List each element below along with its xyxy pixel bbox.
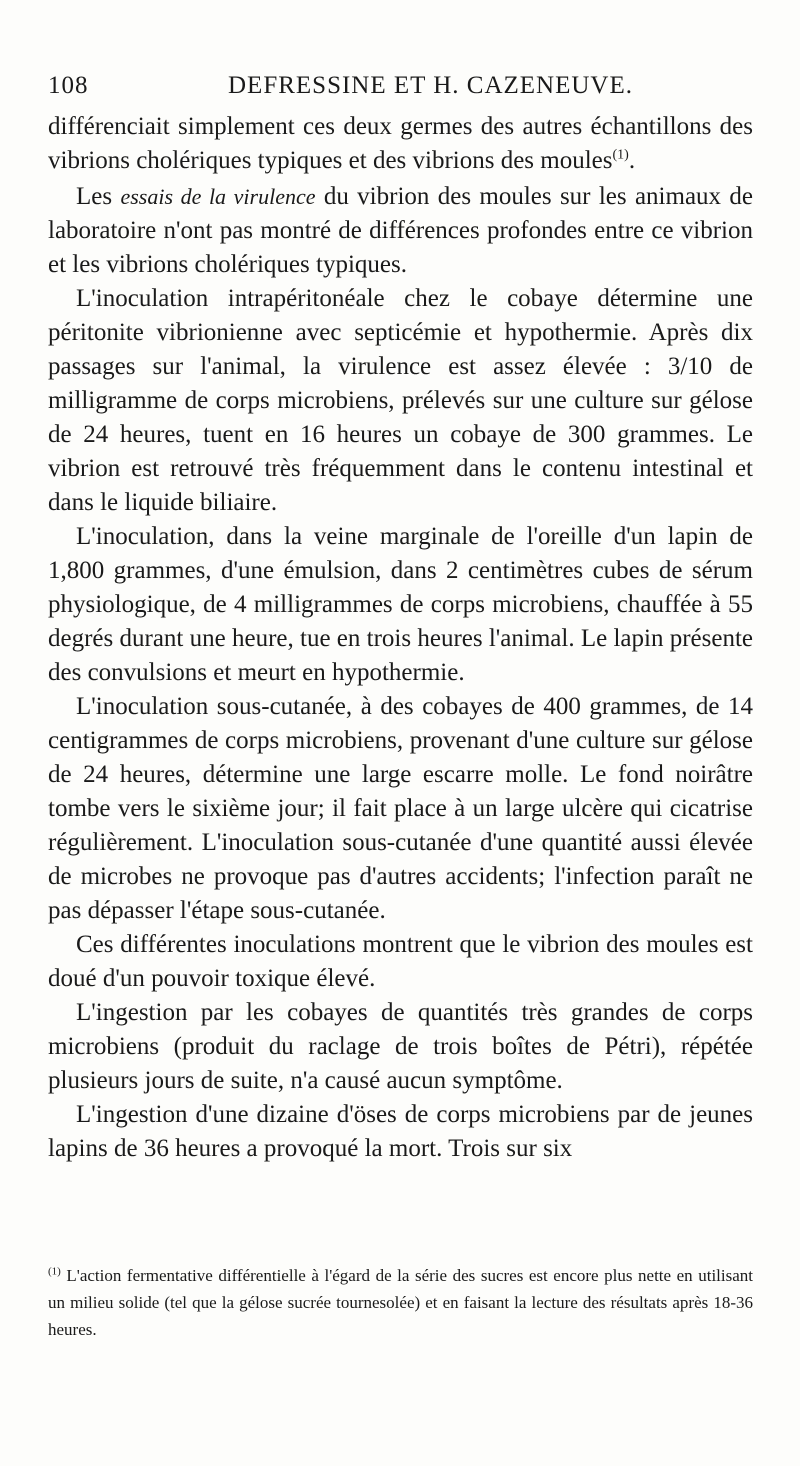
page-header <box>48 64 752 104</box>
paragraph-2-rest: du vibrion des moules sur les animaux de laboratoire n'ont pas montré de différences profondes entre ce vibrion et les vibrions cholériques typiques. <box>48 183 753 278</box>
italic-phrase: essais de la virulence <box>120 184 316 209</box>
paragraph-3: L'inoculation intrapéritonéale chez le cobaye détermine une péritonite vibrionienne avec septicémie et hypothermie. Après dix passages sur l'animal, la virulence est assez élevée : 3/10 de milligramme de corps microbiens, prélevés sur une culture sur gélose de 24 heures, tuent en 16 heures un cobaye de 300 grammes. Le vibrion est retrouvé très fréquemment dans le contenu intestinal et dans le liquide biliaire. <box>48 285 753 516</box>
footnote <box>48 1262 753 1343</box>
body-text <box>48 110 753 1166</box>
paragraph-2 <box>48 180 753 282</box>
page-number: 108 <box>48 72 89 99</box>
paragraph-7: L'ingestion par les cobayes de quantités très grandes de corps microbiens (produit du raclage de trois boîtes de Pétri), répétée plusieurs jours de suite, n'a causé aucun symptôme. <box>48 999 753 1094</box>
paragraph-2-start: Les <box>76 183 121 210</box>
paragraph-4: L'inoculation, dans la veine marginale de l'oreille d'un lapin de 1,800 grammes, d'une émulsion, dans 2 centimètres cubes de sérum physiologique, de 4 milligrammes de corps microbiens, chauffée à 55 degrés durant une heure, tue en trois heures l'animal. Le lapin présente des convulsions et meurt en hypothermie. <box>48 523 753 686</box>
paragraph-1-text: différenciait simplement ces deux germes des autres échantillons des vibrions cholériques typiques et des vibrions des moules <box>48 113 753 174</box>
running-head: DEFRESSINE ET H. CAZENEUVE. <box>228 72 634 99</box>
footnote-reference[interactable]: (1) <box>612 147 629 163</box>
footnote-mark: (1) <box>48 1265 61 1278</box>
paragraph-8: L'ingestion d'une dizaine d'öses de corps microbiens par de jeunes lapins de 36 heures a provoqué la mort. Trois sur six <box>48 1101 753 1162</box>
paragraph-5: L'inoculation sous-cutanée, à des cobayes de 400 grammes, de 14 centigrammes de corps microbiens, provenant d'une culture sur gélose de 24 heures, détermine une large escarre molle. Le fond noirâtre tombe vers le sixième jour; il fait place à un large ulcère qui cicatrise régulièrement. L'inoculation sous-cutanée d'une quantité aussi élevée de microbes ne provoque pas d'autres accidents; l'infection paraît ne pas dépasser l'étape sous-cutanée. <box>48 693 753 924</box>
paragraph-6: Ces différentes inoculations montrent que le vibrion des moules est doué d'un pouvoir toxique élevé. <box>48 931 753 992</box>
paragraph-1-end: . <box>628 147 636 174</box>
paragraph-1 <box>48 110 753 178</box>
footnote-text: L'action fermentative différentielle à l'égard de la série des sucres est encore plus nette en utilisant un milieu solide (tel que la gélose sucrée tournesolée) et en faisant la lecture des résultats après 18-36 heures. <box>48 1266 753 1339</box>
